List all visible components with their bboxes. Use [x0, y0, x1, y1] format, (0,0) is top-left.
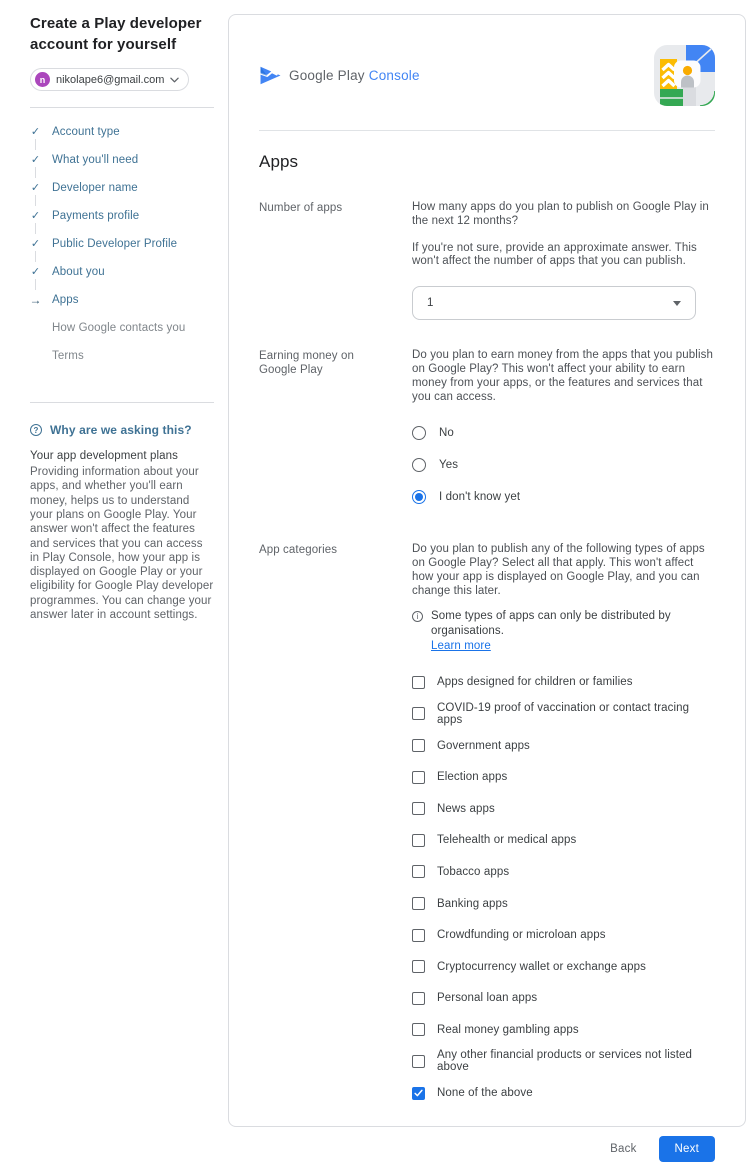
- learn-more-link[interactable]: Learn more: [431, 639, 491, 652]
- back-button[interactable]: Back: [596, 1136, 650, 1162]
- radio-label: I don't know yet: [439, 491, 521, 504]
- app-categories-question: Do you plan to publish any of the following types of apps on Google Play? Select all that apply. This won't affect how your app is displayed on Google Play, and you can change this later.: [412, 543, 705, 597]
- logo-product-text: Console: [368, 68, 420, 83]
- earning-money-question: Do you plan to earn money from the apps that you publish on Google Play? This won't affect your ability to earn money from your apps, or the features and services that you can access.: [412, 349, 713, 403]
- checkbox-option-government-apps[interactable]: [412, 730, 715, 762]
- checkbox-label: COVID-19 proof of vaccination or contact tracing apps: [437, 701, 690, 726]
- checkbox-option-election-apps[interactable]: [412, 761, 715, 793]
- radio-option-i-don-t-know-yet[interactable]: [412, 481, 715, 513]
- why-heading-row: [30, 423, 214, 437]
- org-distribution-info: [412, 609, 715, 654]
- page-title: Create a Play developer account for yourself: [30, 15, 202, 53]
- checkbox-label: Crowdfunding or microloan apps: [437, 929, 606, 942]
- checkbox-icon: [412, 865, 425, 878]
- account-email: nikolape6@gmail.com: [56, 73, 165, 86]
- checkbox-option-banking-apps[interactable]: [412, 888, 715, 920]
- why-section: [30, 423, 214, 622]
- step-empty-icon: [30, 323, 41, 334]
- earning-money-label: Earning money on Google Play: [259, 350, 354, 377]
- sidebar-step-what-you-ll-need[interactable]: [30, 146, 214, 174]
- number-of-apps-note: If you're not sure, provide an approximate answer. This won't affect the number of apps that you can publish.: [412, 241, 697, 268]
- check-icon: ✓: [30, 181, 41, 194]
- info-icon: i: [412, 611, 423, 622]
- step-label: Terms: [52, 350, 84, 363]
- select-value: 1: [427, 297, 434, 310]
- checkbox-label: Banking apps: [437, 897, 508, 910]
- main-card: [228, 14, 746, 1155]
- sidebar-step-public-developer-profile[interactable]: [30, 230, 214, 258]
- sidebar-step-about-you[interactable]: [30, 258, 214, 286]
- sidebar-divider-top: [30, 107, 214, 108]
- section-heading: Apps: [259, 152, 299, 171]
- checkbox-icon: [412, 1055, 425, 1068]
- checkbox-label: Cryptocurrency wallet or exchange apps: [437, 960, 646, 973]
- sidebar: [30, 14, 214, 634]
- checkbox-icon: [412, 771, 425, 784]
- checkbox-icon: [412, 992, 425, 1005]
- step-label: About you: [52, 266, 105, 279]
- checkbox-option-tobacco-apps[interactable]: [412, 856, 715, 888]
- checkbox-option-telehealth-or-medical-apps[interactable]: [412, 825, 715, 857]
- app-categories-checklist: [412, 667, 715, 1109]
- step-label: How Google contacts you: [52, 322, 186, 335]
- sidebar-step-payments-profile[interactable]: [30, 202, 214, 230]
- sidebar-step-apps[interactable]: [30, 286, 214, 314]
- checkbox-option-any-other-financial-products-or-services-not-listed-above[interactable]: [412, 1046, 715, 1078]
- step-label: Account type: [52, 126, 120, 139]
- checkbox-label: Tobacco apps: [437, 865, 510, 878]
- step-label: Apps: [52, 294, 79, 307]
- step-empty-icon: [30, 351, 41, 362]
- checkbox-icon: [412, 707, 425, 720]
- checkbox-option-real-money-gambling-apps[interactable]: [412, 1014, 715, 1046]
- radio-selected-icon: [412, 490, 426, 504]
- checkbox-icon: [412, 1023, 425, 1036]
- checkbox-label: Election apps: [437, 771, 508, 784]
- step-label: What you'll need: [52, 154, 139, 167]
- number-of-apps-row: [259, 201, 715, 320]
- radio-label: Yes: [439, 459, 459, 472]
- sidebar-step-how-google-contacts-you: [30, 314, 214, 342]
- earning-money-radio-group: [412, 417, 715, 513]
- number-of-apps-select[interactable]: [412, 286, 696, 320]
- header-illustration: [654, 45, 715, 106]
- checkbox-icon: [412, 739, 425, 752]
- sidebar-steps: [30, 118, 214, 370]
- step-label: Developer name: [52, 182, 138, 195]
- checkbox-option-crowdfunding-or-microloan-apps[interactable]: [412, 919, 715, 951]
- number-of-apps-label: Number of apps: [259, 202, 343, 214]
- check-icon: ✓: [30, 237, 41, 250]
- check-icon: ✓: [30, 209, 41, 222]
- sidebar-step-terms: [30, 342, 214, 370]
- radio-option-yes[interactable]: [412, 449, 715, 481]
- checkbox-option-cryptocurrency-wallet-or-exchange-apps[interactable]: [412, 951, 715, 983]
- why-subheading: Your app development plans: [30, 450, 178, 463]
- account-chip[interactable]: [30, 68, 189, 91]
- card-header: [259, 15, 715, 106]
- question-circle-icon: ?: [30, 424, 42, 436]
- info-note-text: Some types of apps can only be distributed by organisations.: [431, 609, 671, 637]
- checkbox-option-news-apps[interactable]: [412, 793, 715, 825]
- header-divider: [259, 130, 715, 131]
- earning-money-row: [259, 349, 715, 513]
- radio-icon: [412, 458, 426, 472]
- sidebar-divider-bottom: [30, 402, 214, 403]
- checkbox-label: Government apps: [437, 739, 530, 752]
- why-body-text: Providing information about your apps, and whether you'll earn money, helps us to understand your plans on Google Play. Your answer won't affect the features and services that you can access in Play Console, how your app is displayed on Google Play or your eligibility for Google Play developer programmes. You can change your answer later in account settings.: [30, 466, 214, 622]
- arrow-right-icon: →: [29, 293, 42, 308]
- checkbox-option-apps-designed-for-children-or-families[interactable]: [412, 667, 715, 699]
- checkbox-label: Personal loan apps: [437, 992, 538, 1005]
- app-categories-row: [259, 543, 715, 1109]
- next-button[interactable]: Next: [659, 1136, 715, 1162]
- checkbox-label: News apps: [437, 802, 495, 815]
- checkbox-icon: [412, 897, 425, 910]
- checkbox-label: None of the above: [437, 1087, 533, 1100]
- google-play-console-logo: [259, 66, 420, 85]
- checkbox-icon: [412, 929, 425, 942]
- avatar: n: [35, 72, 50, 87]
- radio-label: No: [439, 427, 454, 440]
- check-icon: ✓: [30, 125, 41, 138]
- radio-icon: [412, 426, 426, 440]
- checkbox-option-personal-loan-apps[interactable]: [412, 983, 715, 1015]
- sidebar-step-developer-name[interactable]: [30, 174, 214, 202]
- app-categories-label: App categories: [259, 544, 338, 557]
- sidebar-step-account-type[interactable]: [30, 118, 214, 146]
- checkbox-icon: [412, 676, 425, 689]
- logo-brand-text: Google Play: [289, 68, 365, 83]
- why-title: Why are we asking this?: [50, 423, 192, 438]
- check-icon: ✓: [30, 153, 41, 166]
- play-logo-icon: [259, 66, 282, 85]
- check-icon: ✓: [30, 265, 41, 278]
- checkbox-label: Real money gambling apps: [437, 1023, 579, 1036]
- checkbox-checked-icon: [412, 1087, 425, 1100]
- checkbox-option-none-of-the-above[interactable]: [412, 1077, 715, 1109]
- checkbox-icon: [412, 802, 425, 815]
- caret-down-icon: [673, 301, 681, 306]
- checkbox-icon: [412, 834, 425, 847]
- checkbox-icon: [412, 960, 425, 973]
- step-label: Payments profile: [52, 210, 140, 223]
- card-footer: [259, 1136, 715, 1162]
- chevron-down-icon: [170, 77, 179, 83]
- radio-option-no[interactable]: [412, 417, 715, 449]
- checkbox-label: Telehealth or medical apps: [437, 834, 577, 847]
- checkbox-label: Any other financial products or services not listed above: [437, 1049, 693, 1074]
- number-of-apps-question: How many apps do you plan to publish on Google Play in the next 12 months?: [412, 201, 709, 227]
- step-label: Public Developer Profile: [52, 238, 178, 251]
- checkbox-option-covid-19-proof-of-vaccination-or-contact-tracing-apps[interactable]: [412, 698, 715, 730]
- checkbox-label: Apps designed for children or families: [437, 676, 633, 689]
